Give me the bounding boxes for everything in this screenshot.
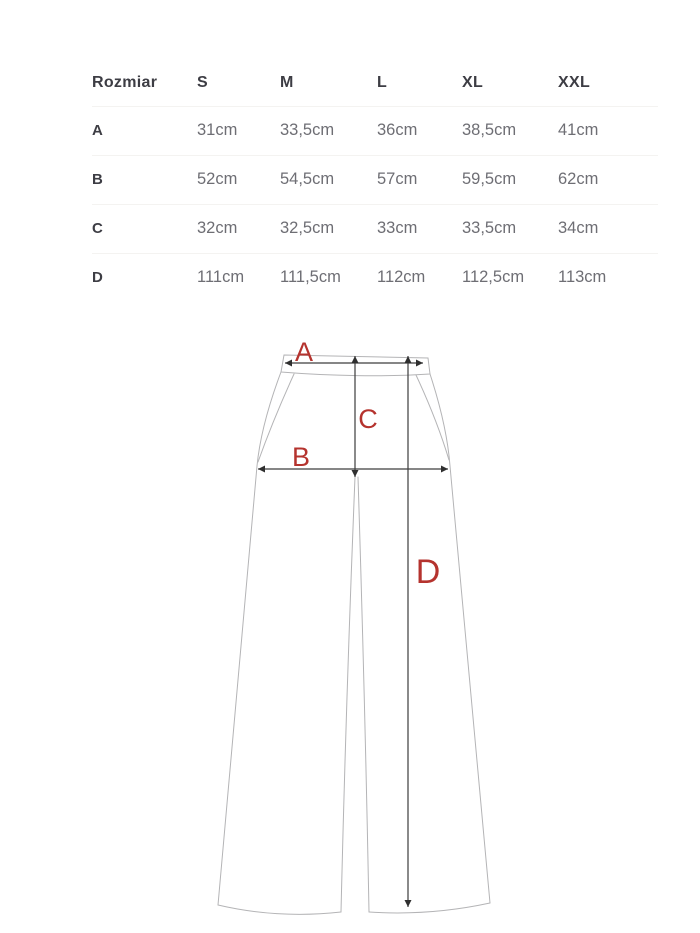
measurement-value: 59,5cm	[462, 155, 558, 204]
row-label: B	[92, 155, 197, 204]
row-label: C	[92, 204, 197, 253]
left-hem	[218, 905, 341, 914]
right-outer-seam	[430, 374, 490, 903]
measurement-value: 32cm	[197, 204, 280, 253]
header-cell-m: M	[280, 73, 294, 91]
trousers-outline	[218, 355, 490, 914]
measurement-value: 31cm	[197, 106, 280, 155]
right-hem	[369, 903, 490, 913]
measurement-value: 111cm	[197, 253, 280, 302]
measurement-value: 32,5cm	[280, 204, 377, 253]
row-label: A	[92, 106, 197, 155]
row-label: D	[92, 253, 197, 302]
measurement-value: 38,5cm	[462, 106, 558, 155]
left-outer-seam	[218, 372, 281, 905]
measurement-value: 112,5cm	[462, 253, 558, 302]
dimension-label-d: D	[415, 553, 441, 591]
right-pocket-line	[416, 375, 449, 460]
measurement-value: 52cm	[197, 155, 280, 204]
header-cell-l: L	[377, 73, 388, 91]
header-cell-xl: XL	[462, 73, 484, 91]
header-cell-xxl: XXL	[558, 73, 591, 91]
measurement-value: 33cm	[377, 204, 462, 253]
measurement-value: 33,5cm	[280, 106, 377, 155]
left-inseam	[341, 477, 355, 912]
measurement-value: 34cm	[558, 204, 658, 253]
dimension-label-b: B	[291, 442, 311, 472]
measurement-value: 113cm	[558, 253, 658, 302]
dimension-label-a: A	[294, 337, 314, 367]
header-cell-s: S	[197, 73, 208, 91]
measurement-lines	[258, 356, 448, 907]
header-cell-rozmiar: Rozmiar	[92, 73, 158, 91]
measurement-value: 36cm	[377, 106, 462, 155]
measurement-value: 57cm	[377, 155, 462, 204]
measurement-value: 41cm	[558, 106, 658, 155]
measurement-value: 33,5cm	[462, 204, 558, 253]
measurement-value: 111,5cm	[280, 253, 377, 302]
right-inseam	[358, 477, 369, 912]
measurement-value: 54,5cm	[280, 155, 377, 204]
dimension-label-c: C	[358, 404, 378, 434]
measurement-value: 112cm	[377, 253, 462, 302]
measurement-value: 62cm	[558, 155, 658, 204]
